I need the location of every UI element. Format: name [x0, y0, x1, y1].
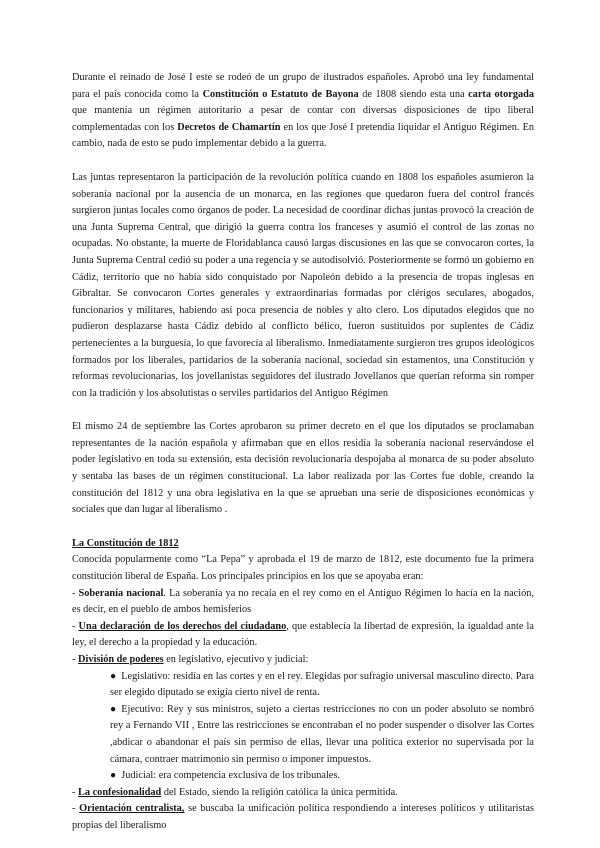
bullet-item-ejecutivo: ● Ejecutivo: Rey y sus ministros, sujeto a ciertas restricciones no con un poder absoluto se nombró rey a Fernando VII , Entre las restricciones se encontraban el no poder suspender o disolver las Cortes ,abdicar o abandonar el país sin permiso de ellas, llevar una política exterior no supervisada por la cámara, contraer matrimonio sin permiso o imponer impuestos. [110, 703, 534, 765]
paragraph-jose-i: Durante el reinado de José I este se rodeó de un grupo de ilustrados españoles. Aprobó una ley fundamental para el país conocida como la Constitución o Estatuto de Bayona de 1808 siendo esta una carta otorgada que mantenía un régimen autoritario a pesar de contar con diversas disposiciones de tipo liberal complementadas con los Decretos de Chamartín en los que José I pretendía liquidar el Antiguo Régimen. En cambio, nada de esto se pudo implementar debido a la guerra. [72, 72, 535, 150]
spacer [72, 519, 534, 536]
bold-term: Una declaración de los derechos del ciudadano [78, 620, 287, 632]
bold-term: Decretos de Chamartín [177, 121, 281, 133]
paragraph-intro: Conocida popularmente como “La Pepa” y aprobada el 19 de marzo de 1812, este documento fue la primera constitución liberal de España. Los principales principios en los que se apoyaba eran: [72, 554, 534, 583]
bold-term: División de poderes [78, 654, 164, 665]
bold-term: Constitución o Estatuto de Bayona [202, 88, 359, 100]
paragraph-juntas: Las juntas representaron la participación de la revolución política cuando en 1808 los españoles asumieron la soberanía nacional por la ausencia de un monarca, en las regiones que quedaron fuera del control francés surgieron juntas locales como órganos de poder. La necesidad de coordinar dichas juntas provocó la creación de una Junta Suprema Central, que dirigió la guerra contra los franceses y asumió el control de las zonas no ocupadas. No obstante, la muerte de Floridablanca causó largas discusiones en las que se convocaron cortes, la Junta Suprema Central cedió su poder a una regencia y se autodisolvió. Posteriormente se formó un gobierno en Cádiz, territorio que no había sido conquistado por Napoleón debido a la presencia de tropas inglesas en Gibraltar. Se convocaron Cortes generales y extraordinarias formadas por clérigos seculares, abogados, funcionarios y militares, habiendo así poca presencia de nobles y alto clero. Los diputados elegidos que no pudieron desplazarse hasta Cádiz debido al conflicto bélico, fueron sustituidos por suplentes de Cádiz pertenecientes a la burguesía, lo que favorecía al liberalismo. Inmediatamente surgieron tres grupos ideológicos formados por los liberales, partidarios de la soberanía nacional, sociedad sin estamentos, una Constitución y reformas revolucionarias, los jovellanistas seguidores del ilustrado Jovellanos que querían reforma sin romper con la tradición y los absolutistas o serviles partidarios del Antiguo Régimen [72, 171, 534, 399]
list-item: - División de poderes en legislativo, ejecutivo y judicial: [72, 654, 309, 665]
list-item: - Una declaración de los derechos del ciudadano, que establecía la libertad de expresión, la igualdad ante la ley, el derecho a la propiedad y la educación. [72, 620, 534, 649]
bold-term: carta otorgada [468, 88, 535, 100]
bold-term: La confesionalidad [78, 786, 162, 798]
list-item: - Soberanía nacional. La soberanía ya no recaía en el rey como en el Antiguo Régimen lo hacía en la nación, es decir, en el pueblo de ambos hemisferios [72, 587, 534, 616]
bullet-item-judicial: ● Judicial: era competencia exclusiva de los tribunales. [72, 768, 534, 785]
bullet-icon: ● [110, 703, 117, 715]
spacer [72, 153, 534, 170]
bullet-item-legislativo: ● Legislativo: residía en las cortes y en el rey. Elegidas por sufragio universal masculino directo. Para ser elegido diputado se exigía cierto nivel de renta. [110, 670, 534, 699]
document-page [72, 70, 534, 835]
bold-term: Orientación centralista, [79, 803, 185, 815]
spacer [72, 402, 534, 419]
bullet-icon: ● [110, 770, 117, 782]
bold-term: Soberanía nacional [78, 587, 164, 599]
list-item: - La confesionalidad del Estado, siendo la religión católica la única permitida. [72, 786, 398, 798]
section-heading: La Constitución de 1812 [72, 537, 179, 549]
list-item: - Orientación centralista, se buscaba la unificación política respondiendo a intereses políticos y utilitaristas propias del liberalismo [72, 803, 534, 831]
bullet-icon: ● [110, 670, 117, 682]
paragraph-cortes: El mismo 24 de septiembre las Cortes aprobaron su primer decreto en el que los diputados se proclamaban representantes de la nación española y afirmaban que en ellos residía la soberanía nacional reservándose el poder legislativo en toda su extensión, esta decisión revolucionaria despojaba al monarca de su poder absoluto y sentaba las bases de un régimen constitucional. La labor realizada por las Cortes fue doble, creando la constitución del 1812 y una obra legislativa en la que se aprueban una serie de disposiciones económicas y sociales que dan lugar al liberalismo . [72, 421, 534, 516]
